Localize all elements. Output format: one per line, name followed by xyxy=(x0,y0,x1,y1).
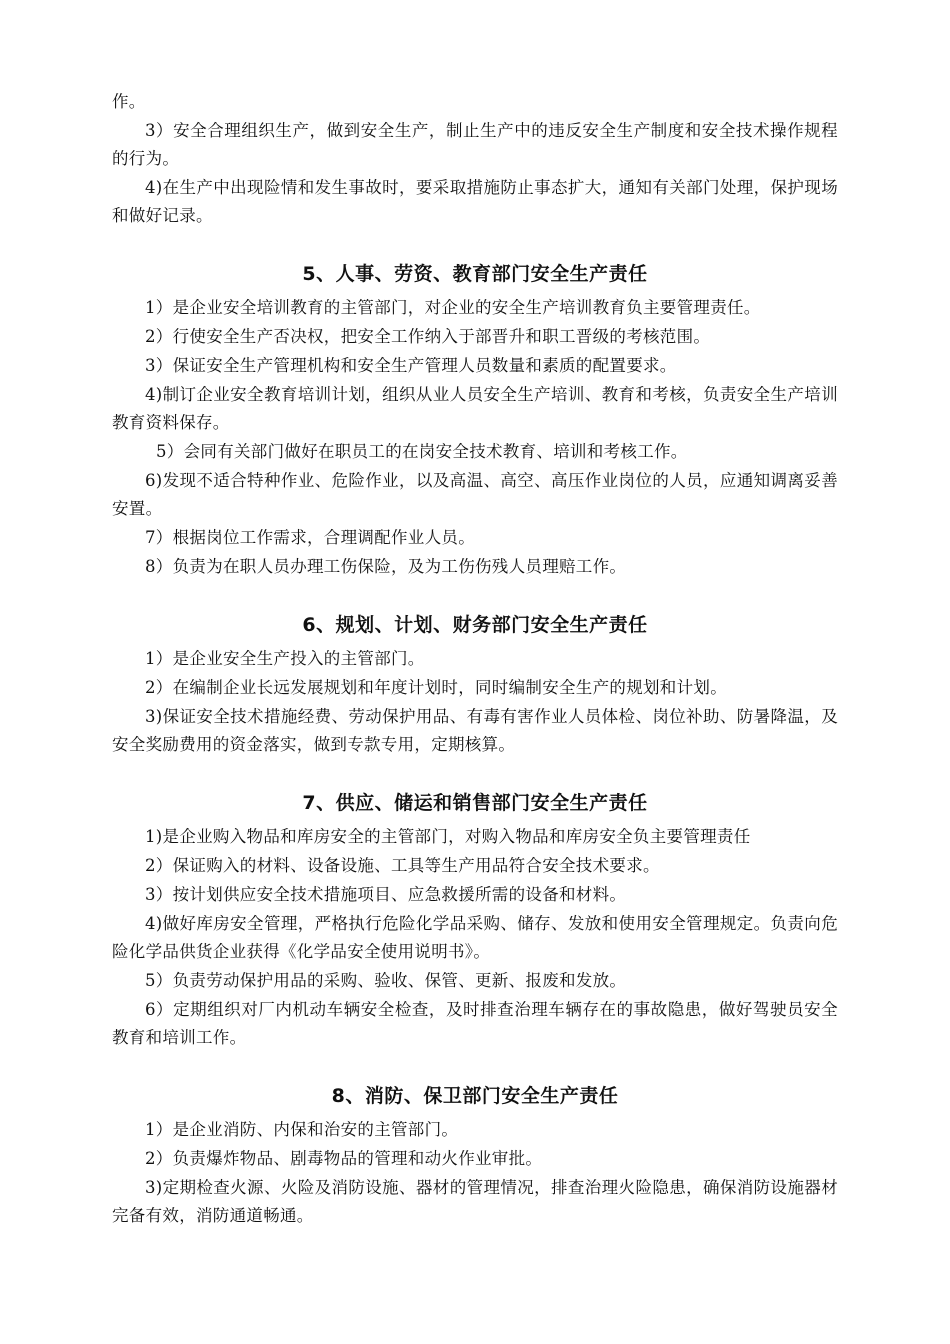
list-item: 4)做好库房安全管理，严格执行危险化学品采购、储存、发放和使用安全管理规定。负责向危险化学品供货企业获得《化学品安全使用说明书》。 xyxy=(112,914,838,961)
list-item: 2）在编制企业长远发展规划和年度计划时，同时编制安全生产的规划和计划。 xyxy=(145,678,727,697)
list-item: 6)发现不适合特种作业、危险作业，以及高温、高空、高压作业岗位的人员，应通知调离妥善安置。 xyxy=(112,471,838,518)
list-item: 8）负责为在职人员办理工伤保险，及为工伤伤残人员理赔工作。 xyxy=(145,557,627,576)
intro-paragraph: 3）安全合理组织生产，做到安全生产，制止生产中的违反安全生产制度和安全技术操作规程的行为。 xyxy=(112,121,838,168)
section-heading: 6、规划、计划、财务部门安全生产责任 xyxy=(302,614,648,636)
list-item: 3）保证安全生产管理机构和安全生产管理人员数量和素质的配置要求。 xyxy=(145,356,677,375)
intro-paragraph: 作。 xyxy=(112,92,146,111)
section-heading: 5、人事、劳资、教育部门安全生产责任 xyxy=(302,263,648,285)
list-item: 1）是企业消防、内保和治安的主管部门。 xyxy=(145,1120,459,1139)
section-6 xyxy=(112,611,838,759)
list-item: 2）保证购入的材料、设备设施、工具等生产用品符合安全技术要求。 xyxy=(145,856,660,875)
list-item: 1）是企业安全生产投入的主管部门。 xyxy=(145,649,425,668)
list-item: 5）会同有关部门做好在职员工的在岗安全技术教育、培训和考核工作。 xyxy=(156,442,688,461)
list-item: 3)定期检查火源、火险及消防设施、器材的管理情况，排查治理火险隐患，确保消防设施器材完备有效，消防通道畅通。 xyxy=(112,1178,838,1225)
section-heading: 8、消防、保卫部门安全生产责任 xyxy=(331,1085,619,1107)
list-item: 2）行使安全生产否决权，把安全工作纳入于部晋升和职工晋级的考核范围。 xyxy=(145,327,711,346)
list-item: 1)是企业购入物品和库房安全的主管部门，对购入物品和库房安全负主要管理责任 xyxy=(145,827,751,846)
section-5 xyxy=(112,260,838,581)
list-item: 6）定期组织对厂内机动车辆安全检查，及时排查治理车辆存在的事故隐患，做好驾驶员安全教育和培训工作。 xyxy=(112,1000,838,1047)
list-item: 3）按计划供应安全技术措施项目、应急救援所需的设备和材料。 xyxy=(145,885,627,904)
list-item: 5）负责劳动保护用品的采购、验收、保管、更新、报废和发放。 xyxy=(145,971,627,990)
section-7 xyxy=(112,789,838,1052)
list-item: 3)保证安全技术措施经费、劳动保护用品、有毒有害作业人员体检、岗位补助、防暑降温，及安全奖励费用的资金落实，做到专款专用，定期核算。 xyxy=(112,707,838,754)
list-item: 4)制订企业安全教育培训计划，组织从业人员安全生产培训、教育和考核，负责安全生产培训教育资料保存。 xyxy=(112,385,838,432)
list-item: 7）根据岗位工作需求，合理调配作业人员。 xyxy=(145,528,475,547)
section-8 xyxy=(112,1082,838,1230)
section-heading: 7、供应、储运和销售部门安全生产责任 xyxy=(302,792,648,814)
document-page xyxy=(112,88,838,1230)
intro-paragraph: 4)在生产中出现险情和发生事故时，要采取措施防止事态扩大，通知有关部门处理，保护现场和做好记录。 xyxy=(112,178,838,225)
list-item: 1）是企业安全培训教育的主管部门，对企业的安全生产培训教育负主要管理责任。 xyxy=(145,298,761,317)
list-item: 2）负责爆炸物品、剧毒物品的管理和动火作业审批。 xyxy=(145,1149,543,1168)
